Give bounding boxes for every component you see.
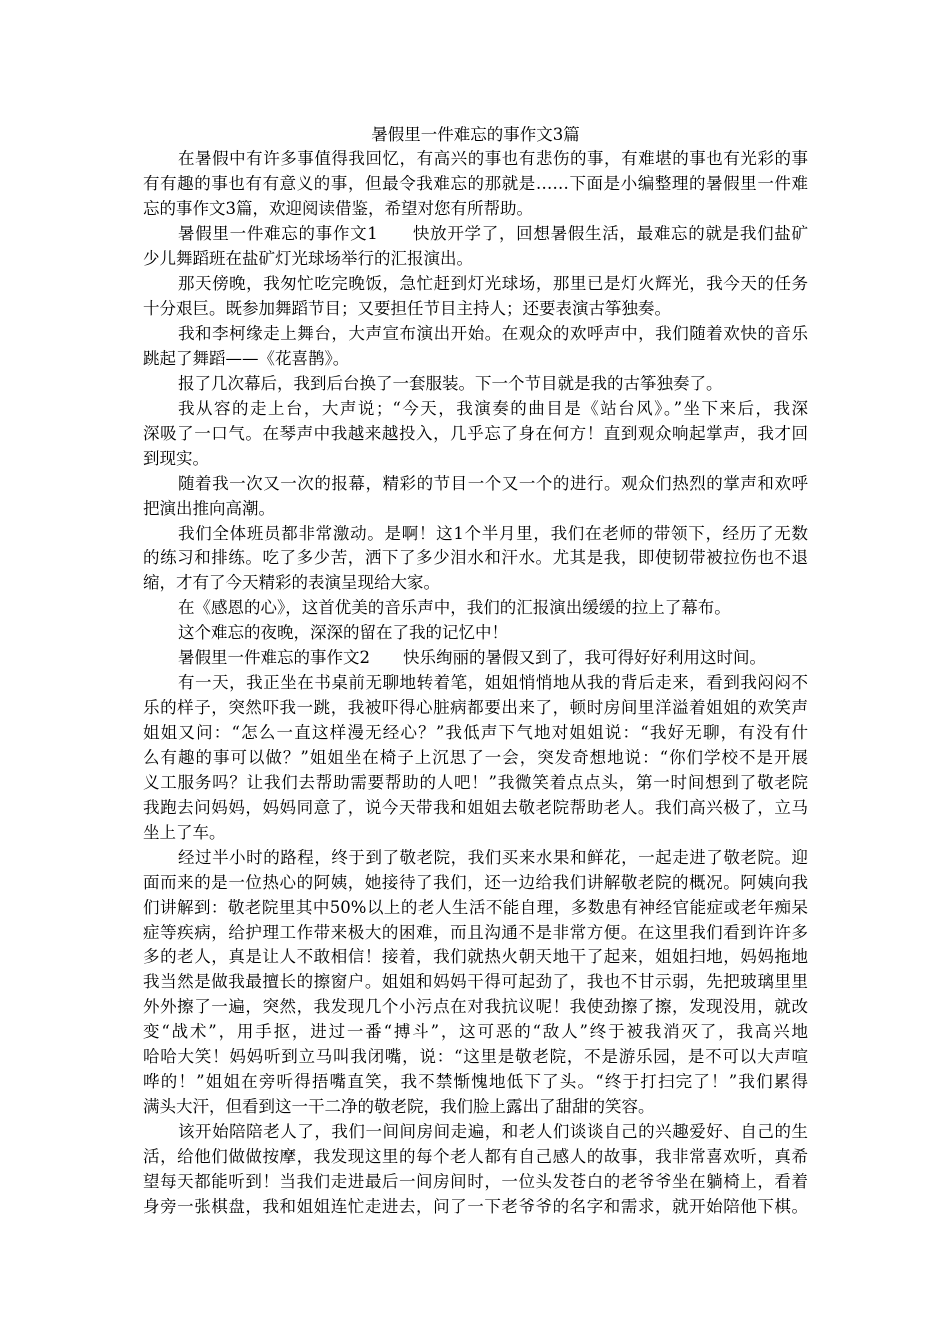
paragraph-line: 外外擦了一遍，突然，我发现几个小污点在对我抗议呢！我使劲擦了擦，发现没用，就改 (143, 997, 808, 1017)
paragraph-line: 我当然是做我最擅长的擦窗户。姐姐和妈妈干得可起劲了，我也不甘示弱，先把玻璃里里 (143, 972, 808, 992)
paragraph-line: 我们全体班员都非常激动。是啊！这1个半月里，我们在老师的带领下，经历了无数 (178, 523, 808, 543)
paragraph (143, 846, 808, 1120)
paragraph-list (143, 147, 808, 1219)
paragraph-line: 有一天，我正坐在书桌前无聊地转着笔，姐姐悄悄地从我的背后走来，看到我闷闷不 (178, 673, 808, 693)
document-body (143, 123, 808, 1220)
paragraph-line: 坐上了车。 (143, 822, 226, 842)
paragraph-line: 们讲解到：敬老院里其中50%以上的老人生活不能自理，多数患有神经官能症或老年痴呆 (143, 897, 808, 917)
paragraph (143, 397, 808, 472)
paragraph-line: 该开始陪陪老人了，我们一间间房间走遍，和老人们谈谈自己的兴趣爱好、自己的生 (178, 1122, 808, 1141)
paragraph (143, 621, 808, 646)
paragraph (143, 472, 808, 522)
paragraph (143, 596, 808, 621)
paragraph-line: 暑假里一件难忘的事作文2 快乐绚丽的暑假又到了，我可得好好利用这时间。 (178, 648, 766, 668)
paragraph-line: 这个难忘的夜晚，深深的留在了我的记忆中！ (178, 623, 508, 643)
paragraph-line: 身旁一张棋盘，我和姐姐连忙走进去，问了一下老爷爷的名字和需求，就开始陪他下棋。 (143, 1196, 808, 1216)
paragraph-line: 我跑去问妈妈，妈妈同意了，说今天带我和姐姐去敬老院帮助老人。我们高兴极了，立马 (143, 797, 808, 817)
paragraph-line: 忘的事作文3篇，欢迎阅读借鉴，希望对您有所帮助。 (143, 199, 533, 219)
paragraph-line: 多的老人，真是让人不敢相信！接着，我们就热火朝天地干了起来，姐姐扫地，妈妈拖地 (143, 947, 808, 967)
paragraph-line: 少儿舞蹈班在盐矿灯光球场举行的汇报演出。 (143, 249, 473, 269)
paragraph-line: 哈哈大笑！妈妈听到立马叫我闭嘴，说：“这里是敬老院，不是游乐园，是不可以大声喧 (143, 1047, 808, 1067)
paragraph (143, 671, 808, 846)
paragraph-line: 暑假里一件难忘的事作文1 快放开学了，回想暑假生活，最难忘的就是我们盐矿 (178, 224, 808, 244)
paragraph (143, 322, 808, 372)
paragraph (143, 272, 808, 322)
paragraph-line: 十分艰巨。既参加舞蹈节目；又要担任节目主持人；还要表演古筝独奏。 (143, 299, 671, 319)
paragraph-line: 活，给他们做做按摩，我发现这里的每个老人都有自己感人的故事，我非常喜欢听，真希 (143, 1146, 808, 1166)
paragraph-line: 满头大汗，但看到这一干二净的敬老院，我们脸上露出了甜甜的笑容。 (143, 1097, 655, 1117)
paragraph-line: 姐姐又问：“怎么一直这样漫无经心？”我低声下气地对姐姐说：“我好无聊，有没有什 (143, 723, 808, 742)
paragraph (143, 147, 808, 222)
paragraph-line: 缩，才有了今天精彩的表演呈现给大家。 (143, 573, 440, 593)
paragraph-line: 变“战术”，用手抠，进过一番“搏斗”，这可恶的“敌人”终于被我消灭了，我高兴地 (143, 1022, 808, 1042)
paragraph-line: 那天傍晚，我匆忙吃完晚饭，急忙赶到灯光球场，那里已是灯火辉光，我今天的任务 (178, 274, 808, 294)
paragraph-line: 随着我一次又一次的报幕，精彩的节目一个又一个的进行。观众们热烈的掌声和欢呼 (178, 473, 808, 493)
paragraph (143, 522, 808, 597)
paragraph-line: 哗的！”姐姐在旁听得捂嘴直笑，我不禁惭愧地低下了头。“终于打扫完了！”我们累得 (143, 1072, 808, 1092)
paragraph-line: 报了几次幕后，我到后台换了一套服装。下一个节目就是我的古筝独奏了。 (178, 373, 723, 393)
paragraph-line: 义工服务吗？让我们去帮助需要帮助的人吧！”我微笑着点点头，第一时间想到了敬老院 (143, 772, 808, 792)
paragraph-line: 经过半小时的路程，终于到了敬老院，我们买来水果和鲜花，一起走进了敬老院。迎 (178, 847, 808, 867)
paragraph-line: 乐的样子，突然吓我一跳，我被吓得心脏病都要出来了，顿时房间里洋溢着姐姐的欢笑声 (143, 698, 808, 718)
paragraph-line: 的练习和排练。吃了多少苦，洒下了多少泪水和汗水。尤其是我，即使韧带被拉伤也不退 (143, 548, 808, 568)
paragraph (143, 372, 808, 397)
paragraph-line: 有有趣的事也有有意义的事，但最令我难忘的那就是……下面是小编整理的暑假里一件难 (143, 174, 808, 194)
document-title: 暑假里一件难忘的事作文3篇 (371, 124, 580, 144)
paragraph-line: 深吸了一口气。在琴声中我越来越投入，几乎忘了身在何方！直到观众响起掌声，我才回 (143, 423, 808, 443)
paragraph (143, 646, 808, 671)
paragraph-line: 在《感恩的心》，这首优美的音乐声中，我们的汇报演出缓缓的拉上了幕布。 (178, 598, 731, 618)
paragraph (143, 222, 808, 272)
paragraph-line: 面而来的是一位热心的阿姨，她接待了我们，还一边给我们讲解敬老院的概况。阿姨向我 (143, 872, 808, 892)
paragraph-line: 我从容的走上台，大声说；“今天，我演奏的曲目是《站台风》。”坐下来后，我深 (178, 398, 808, 418)
paragraph (143, 1120, 808, 1220)
paragraph-line: 到现实。 (143, 448, 209, 468)
paragraph-line: 我和李柯缘走上舞台，大声宣布演出开始。在观众的欢呼声中，我们随着欢快的音乐 (178, 324, 808, 343)
paragraph-line: 么有趣的事可以做？”姐姐坐在椅子上沉思了一会，突发奇想地说：“你们学校不是开展 (143, 747, 808, 767)
paragraph-line: 把演出推向高潮。 (143, 498, 275, 518)
paragraph-line: 望每天都能听到！当我们走进最后一间房间时，一位头发苍白的老爷爷坐在躺椅上，看着 (143, 1171, 808, 1191)
paragraph-line: 症等疾病，给护理工作带来极大的困难，而且沟通不是非常方便。在这里我们看到许许多 (143, 922, 808, 942)
paragraph-line: 跳起了舞蹈——《花喜鹊》。 (143, 348, 350, 368)
paragraph-line: 在暑假中有许多事值得我回忆，有高兴的事也有悲伤的事，有难堪的事也有光彩的事 (178, 149, 808, 169)
